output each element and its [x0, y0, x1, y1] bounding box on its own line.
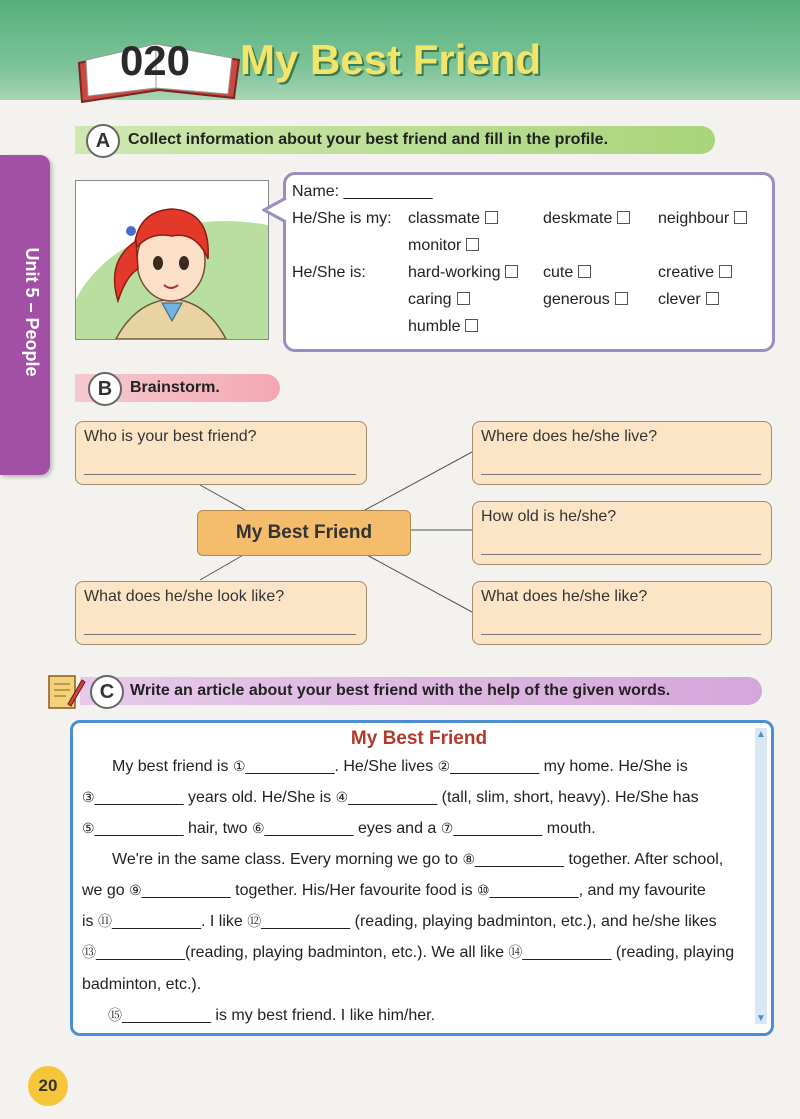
question-how-old: How old is he/she? [481, 508, 617, 525]
question-box-look[interactable] [75, 581, 367, 645]
question-box-like[interactable] [472, 581, 772, 645]
question-like: What does he/she like? [481, 588, 648, 605]
blank-10[interactable]: __________ [489, 882, 579, 899]
article-line-6: is ⑪__________. I like ⑫__________ (reading, playing badminton, etc.), and he/she likes [82, 913, 717, 930]
option-clever[interactable]: clever [658, 290, 719, 310]
relation-label: He/She is my: [292, 210, 392, 227]
blank-13[interactable]: __________ [96, 944, 185, 961]
option-hard-working[interactable]: hard-working [408, 263, 518, 283]
answer-line[interactable] [481, 634, 761, 635]
article-title: My Best Friend [350, 728, 488, 749]
option-generous[interactable]: generous [543, 290, 628, 310]
blank-12[interactable]: __________ [261, 913, 351, 930]
blank-4[interactable]: __________ [348, 789, 438, 806]
page-number: 20 [28, 1066, 68, 1106]
page-title: My Best Friend [240, 36, 542, 83]
blank-3[interactable]: __________ [94, 789, 184, 806]
lesson-number: 020 [119, 37, 191, 84]
option-neighbour[interactable]: neighbour [658, 209, 747, 229]
blank-6[interactable]: __________ [264, 820, 354, 837]
article-line-1: My best friend is ①__________. He/She lives ②__________ my home. He/She is [112, 758, 688, 775]
article-line-2: ③__________ years old. He/She is ④__________ (tall, slim, short, heavy). He/She has [82, 789, 699, 806]
question-who: Who is your best friend? [84, 428, 257, 445]
option-classmate[interactable]: classmate [408, 209, 498, 229]
answer-line[interactable] [84, 474, 356, 475]
mindmap-center: My Best Friend [197, 510, 411, 556]
option-cute[interactable]: cute [543, 263, 591, 283]
option-humble[interactable]: humble [408, 317, 478, 337]
answer-line[interactable] [481, 474, 761, 475]
writing-icon [46, 670, 86, 712]
trait-label: He/She is: [292, 264, 366, 281]
section-c-letter: C [90, 675, 124, 709]
question-look: What does he/she look like? [84, 588, 285, 605]
blank-2[interactable]: __________ [450, 758, 540, 775]
unit-side-tab-label: Unit 5 – People [22, 247, 42, 377]
article-line-5: we go ⑨__________ together. His/Her favourite food is ⑩__________, and my favourite [82, 882, 706, 899]
option-monitor[interactable]: monitor [408, 236, 479, 256]
scroll-up-icon[interactable]: ▲ [756, 729, 766, 740]
blank-15[interactable]: __________ [122, 1007, 211, 1024]
article-line-3: ⑤__________ hair, two ⑥__________ eyes and a ⑦__________ mouth. [82, 820, 596, 837]
section-b-letter: B [88, 372, 122, 406]
article-line-9: ⑮__________ is my best friend. I like him/her. [108, 1007, 436, 1024]
article-line-4: We're in the same class. Every morning we go to ⑧__________ together. After school, [112, 851, 724, 868]
option-creative[interactable]: creative [658, 263, 732, 283]
article-line-7: ⑬__________(reading, playing badminton, etc.). We all like ⑭__________ (reading, playing [82, 944, 735, 961]
blank-14[interactable]: __________ [522, 944, 612, 961]
answer-line[interactable] [84, 634, 356, 635]
question-box-who[interactable] [75, 421, 367, 485]
article-line-8: badminton, etc.). [82, 976, 202, 993]
section-c-instruction: Write an article about your best friend with the help of the given words. [130, 682, 671, 699]
blank-11[interactable]: __________ [112, 913, 201, 930]
scroll-down-icon[interactable]: ▼ [756, 1013, 766, 1024]
name-label: Name: [292, 183, 340, 200]
section-a-letter: A [86, 124, 120, 158]
blank-8[interactable]: __________ [475, 851, 565, 868]
option-caring[interactable]: caring [408, 290, 470, 310]
question-box-where[interactable] [472, 421, 772, 485]
blank-1[interactable]: __________ [245, 758, 335, 775]
blank-7[interactable]: __________ [453, 820, 543, 837]
answer-line[interactable] [481, 554, 761, 555]
section-a-instruction: Collect information about your best friend and fill in the profile. [128, 131, 609, 148]
section-b-instruction: Brainstorm. [130, 379, 220, 396]
question-where: Where does he/she live? [481, 428, 658, 445]
option-deskmate[interactable]: deskmate [543, 209, 630, 229]
blank-5[interactable]: __________ [94, 820, 184, 837]
name-blank[interactable]: __________ [343, 183, 433, 200]
question-box-how-old[interactable] [472, 501, 772, 565]
blank-9[interactable]: __________ [141, 882, 231, 899]
scrollbar[interactable] [755, 728, 767, 1024]
